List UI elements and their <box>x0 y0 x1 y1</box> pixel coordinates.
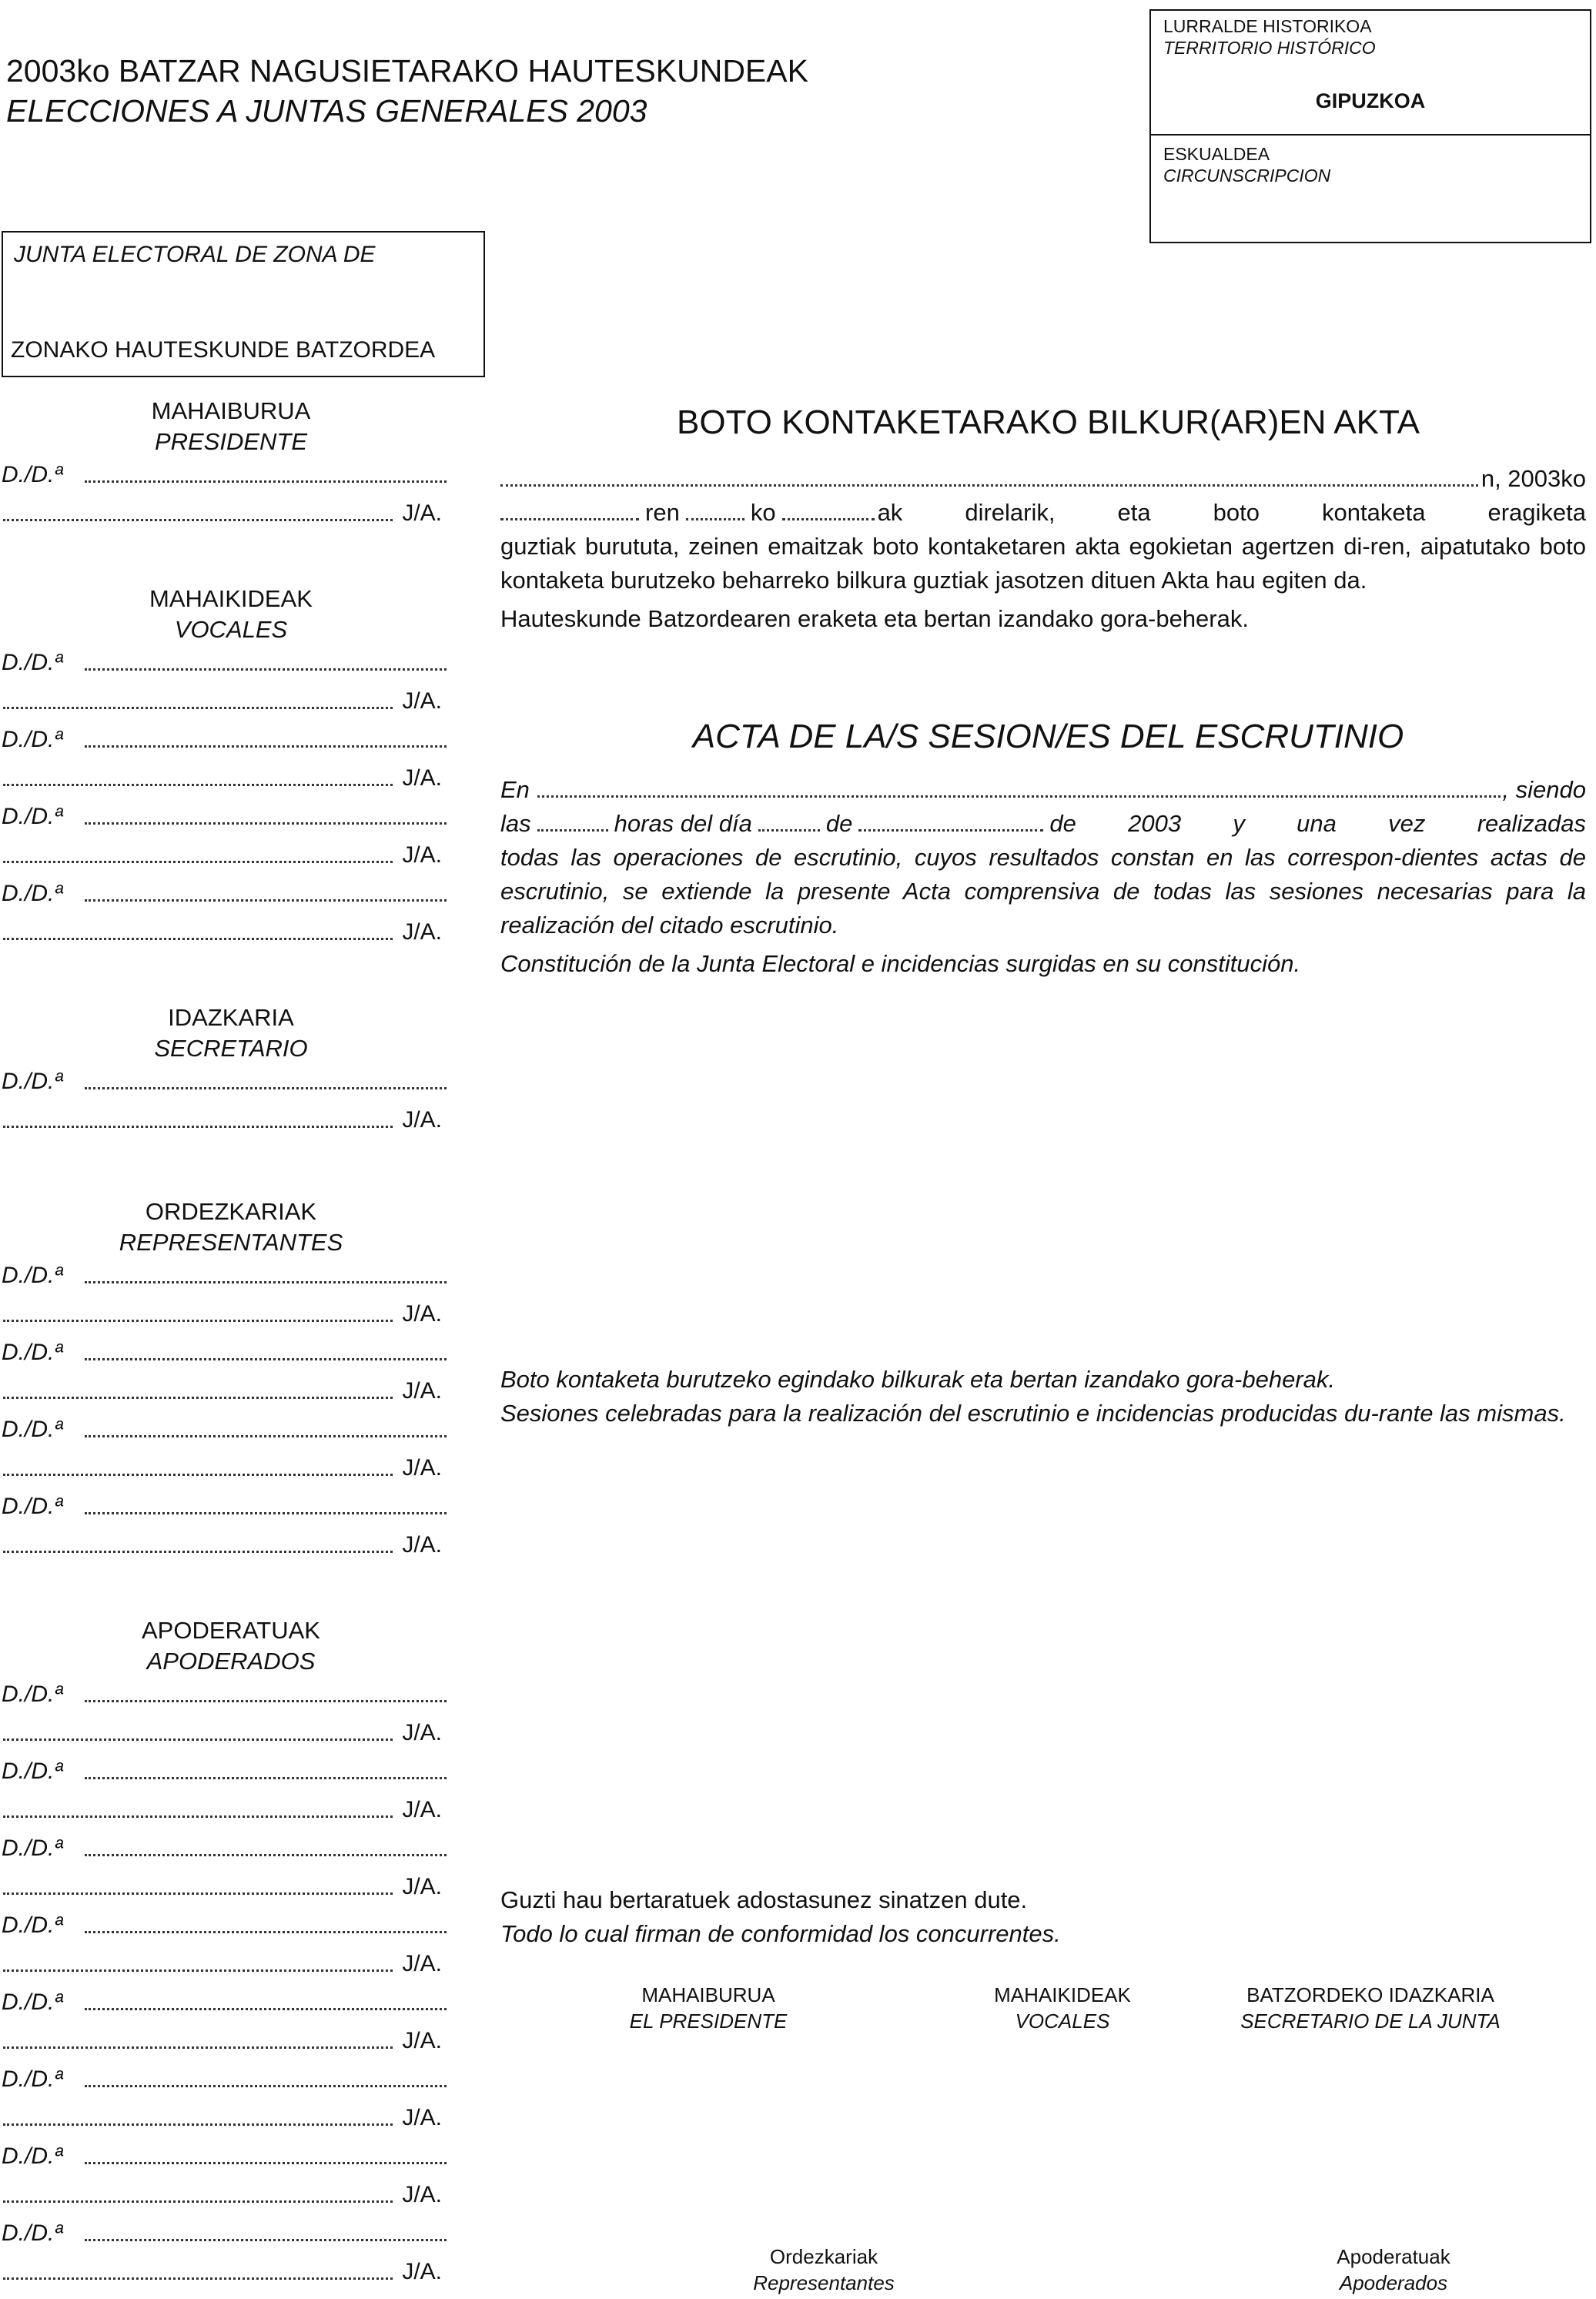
section-title-es: VOCALES <box>174 616 288 643</box>
signature-dotted-line[interactable] <box>3 2277 393 2280</box>
name-dotted-line[interactable] <box>85 2162 447 2164</box>
zone-label-es: JUNTA ELECTORAL DE ZONA DE <box>14 242 376 267</box>
ja-label: J/A. <box>402 2182 442 2207</box>
name-field-row[interactable] <box>0 1985 447 2020</box>
dd-label: D./D.ª <box>2 1263 63 1288</box>
signature-field-row[interactable] <box>0 496 447 531</box>
dd-label: D./D.ª <box>2 1069 63 1094</box>
section-title-eu: APODERATUAK <box>142 1617 320 1644</box>
name-field-row[interactable] <box>0 2139 447 2174</box>
sig-representatives-eu: Ordezkariak <box>769 2245 878 2268</box>
dd-label: D./D.ª <box>2 881 63 906</box>
name-dotted-line[interactable] <box>85 1087 447 1089</box>
dd-label: D./D.ª <box>2 2220 63 2246</box>
zone-box <box>2 231 485 377</box>
signature-dotted-line[interactable] <box>3 707 393 709</box>
signature-field-row[interactable] <box>0 1715 447 1751</box>
signature-dotted-line[interactable] <box>3 1474 393 1476</box>
circumscription-label-es: CIRCUNSCRIPCION <box>1163 166 1331 186</box>
signature-representatives <box>708 2244 939 2296</box>
section-title-eu: MAHAIBURUA <box>151 397 311 424</box>
name-dotted-line[interactable] <box>85 2085 447 2087</box>
signature-dotted-line[interactable] <box>3 1320 393 1322</box>
sig-secretary-es: SECRETARIO DE LA JUNTA <box>1240 2010 1501 2033</box>
ja-label: J/A. <box>402 500 442 526</box>
sessions-es: Sesiones celebradas para la realización del escrutinio e incidencias producidas du-rante las mismas. <box>500 1400 1566 1427</box>
word-horas: horas del día <box>614 810 752 837</box>
signature-dotted-line[interactable] <box>3 1126 393 1128</box>
ja-label: J/A. <box>402 688 442 714</box>
name-dotted-line[interactable] <box>85 1931 447 1933</box>
ja-label: J/A. <box>402 1951 442 1976</box>
left-section-heading <box>0 396 462 457</box>
day-fill[interactable] <box>500 501 639 520</box>
name-dotted-line[interactable] <box>85 1854 447 1856</box>
dd-label: D./D.ª <box>2 1494 63 1519</box>
ja-label: J/A. <box>402 1720 442 1745</box>
header-title-es: ELECCIONES A JUNTAS GENERALES 2003 <box>6 93 647 129</box>
left-section-heading <box>0 1615 462 1677</box>
name-field-row[interactable] <box>0 2216 447 2251</box>
name-dotted-line[interactable] <box>85 480 447 483</box>
ja-label: J/A. <box>402 1301 442 1327</box>
closing-eu: Guzti hau bertaratuek adostasunez sinatzen dute. <box>500 1886 1028 1913</box>
left-section-heading <box>0 584 462 645</box>
territory-value: GIPUZKOA <box>1315 89 1426 112</box>
sessions-eu: Boto kontaketa burutzeko egindako bilkurak eta bertan izandako gora-beherak. <box>500 1366 1335 1393</box>
sig-vocales-es: VOCALES <box>1015 2010 1110 2033</box>
dd-label: D./D.ª <box>2 1989 63 2015</box>
signature-dotted-line[interactable] <box>3 2200 393 2203</box>
sig-president-es: EL PRESIDENTE <box>629 2010 788 2033</box>
territory-label-es: TERRITORIO HISTÓRICO <box>1163 38 1376 58</box>
act-line-2 <box>500 496 1586 530</box>
name-field-row[interactable] <box>0 1908 447 1943</box>
name-dotted-line[interactable] <box>85 822 447 825</box>
ja-label: J/A. <box>402 1797 442 1822</box>
hour-fill[interactable] <box>782 501 875 520</box>
act-title-eu: BOTO KONTAKETARAKO BILKUR(AR)EN AKTA <box>677 403 1420 441</box>
act-es-line-2 <box>500 807 1586 841</box>
sig-president-eu: MAHAIBURUA <box>641 1983 775 2006</box>
circumscription-label-eu: ESKUALDEA <box>1163 144 1270 164</box>
sig-apoderados-eu: Apoderatuak <box>1337 2245 1450 2268</box>
ja-label: J/A. <box>402 1532 442 1558</box>
word-de: de <box>825 810 853 837</box>
section-title-eu: IDAZKARIA <box>168 1004 294 1031</box>
name-dotted-line[interactable] <box>85 1777 447 1779</box>
line2-rest: ak direlarik, eta boto kontaketa eragiketa <box>877 499 1586 526</box>
signature-field-row[interactable] <box>0 1451 447 1486</box>
act-rest-eu: guztiak burututa, zeinen emaitzak boto kontaketaren akta egokietan agertzen di-ren, aipatutako boto kontaketa burutzeko beharreko bilkura guztiak jasotzen dituen Akta hau egiten da. <box>500 533 1586 594</box>
name-field-row[interactable] <box>0 1831 447 1866</box>
word-en: En <box>500 776 530 803</box>
name-field-row[interactable] <box>0 1258 447 1293</box>
signature-field-row[interactable] <box>0 1528 447 1563</box>
ja-label: J/A. <box>402 1455 442 1481</box>
signature-president <box>593 1982 824 2034</box>
signature-dotted-line[interactable] <box>3 938 393 940</box>
dd-label: D./D.ª <box>2 1340 63 1365</box>
act-line-1 <box>500 462 1586 496</box>
sig-apoderados-es: Apoderados <box>1339 2271 1448 2294</box>
word-ren: ren <box>645 499 680 526</box>
signature-dotted-line[interactable] <box>3 2046 393 2049</box>
name-field-row[interactable] <box>0 2062 447 2097</box>
ja-label: J/A. <box>402 919 442 945</box>
signature-dotted-line[interactable] <box>3 861 393 863</box>
name-dotted-line[interactable] <box>85 2008 447 2010</box>
month-fill[interactable] <box>686 501 744 520</box>
signature-dotted-line[interactable] <box>3 1738 393 1741</box>
zone-label-eu: ZONAKO HAUTESKUNDE BATZORDEA <box>11 337 436 363</box>
ja-label: J/A. <box>402 1378 442 1404</box>
ja-label: J/A. <box>402 2105 442 2130</box>
signature-vocales <box>947 1982 1178 2034</box>
name-field-row[interactable] <box>0 645 447 681</box>
dd-label: D./D.ª <box>2 2066 63 2092</box>
signature-dotted-line[interactable] <box>3 1397 393 1399</box>
place-fill[interactable] <box>500 467 1478 487</box>
dd-label: D./D.ª <box>2 462 63 487</box>
signature-dotted-line[interactable] <box>3 2123 393 2126</box>
name-field-row[interactable] <box>0 1064 447 1099</box>
name-dotted-line[interactable] <box>85 899 447 902</box>
act-body-eu <box>500 462 1586 636</box>
signature-dotted-line[interactable] <box>3 1892 393 1895</box>
name-dotted-line[interactable] <box>85 1700 447 1702</box>
closing-es: Todo lo cual firman de conformidad los concurrentes. <box>500 1920 1061 1947</box>
signature-field-row[interactable] <box>0 2177 447 2213</box>
section-title-eu: ORDEZKARIAK <box>145 1198 317 1225</box>
signature-dotted-line[interactable] <box>3 1551 393 1553</box>
section-title-es: APODERADOS <box>146 1648 316 1675</box>
word-las: las <box>500 810 531 837</box>
dd-label: D./D.ª <box>2 1912 63 1938</box>
name-dotted-line[interactable] <box>85 1281 447 1283</box>
section-title-es: SECRETARIO <box>154 1035 308 1062</box>
sig-secretary-eu: BATZORDEKO IDAZKARIA <box>1246 1983 1494 2006</box>
year-suffix: n, 2003ko <box>1481 465 1586 492</box>
signature-field-row[interactable] <box>0 2023 447 2059</box>
ja-label: J/A. <box>402 2028 442 2053</box>
dd-label: D./D.ª <box>2 650 63 675</box>
signature-field-row[interactable] <box>0 838 447 873</box>
signature-dotted-line[interactable] <box>3 784 393 786</box>
dd-label: D./D.ª <box>2 1682 63 1707</box>
signature-apoderados <box>1278 2244 1509 2296</box>
document-header <box>6 51 808 131</box>
left-section-heading <box>0 1002 462 1064</box>
act-rest-es: todas las operaciones de escrutinio, cuyos resultados constan en las correspon-dientes actas de escrutinio, se extiende la presente Acta comprensiva de todas las sesiones necesarias para la realización del citado escrutinio. <box>500 844 1586 939</box>
ja-label: J/A. <box>402 2259 442 2284</box>
signature-field-row[interactable] <box>0 1869 447 1905</box>
ja-label: J/A. <box>402 842 442 868</box>
territory-row <box>1151 11 1590 136</box>
constitution-eu: Hauteskunde Batzordearen eraketa eta bertan izandako gora-beherak. <box>500 605 1249 632</box>
name-field-row[interactable] <box>0 457 447 493</box>
ja-label: J/A. <box>402 1107 442 1133</box>
constitution-es: Constitución de la Junta Electoral e incidencias surgidas en su constitución. <box>500 950 1301 977</box>
sig-representatives-es: Representantes <box>753 2271 895 2294</box>
name-field-row[interactable] <box>0 1677 447 1712</box>
hours-fill-es[interactable] <box>537 812 608 832</box>
signature-field-row[interactable] <box>0 684 447 719</box>
header-title-eu: 2003ko BATZAR NAGUSIETARAKO HAUTESKUNDEAK <box>6 53 808 89</box>
name-field-row[interactable] <box>0 1335 447 1370</box>
act-es-line-1 <box>500 773 1586 807</box>
word-ko: ko <box>750 499 776 526</box>
day-fill-es[interactable] <box>758 812 820 832</box>
dd-label: D./D.ª <box>2 1836 63 1861</box>
word-siendo: , siendo <box>1502 776 1586 803</box>
territory-box <box>1149 9 1591 243</box>
name-dotted-line[interactable] <box>85 1358 447 1360</box>
act-body-es <box>500 773 1586 981</box>
name-field-row[interactable] <box>0 876 447 912</box>
signature-field-row[interactable] <box>0 1792 447 1828</box>
signature-field-row[interactable] <box>0 2100 447 2136</box>
name-dotted-line[interactable] <box>85 745 447 748</box>
section-title-eu: MAHAIKIDEAK <box>149 585 313 612</box>
word-de-2003: de 2003 y una vez realizadas <box>1049 810 1586 837</box>
left-section-heading <box>0 1196 462 1258</box>
signature-field-row[interactable] <box>0 1946 447 1982</box>
month-fill-es[interactable] <box>858 812 1043 832</box>
ja-label: J/A. <box>402 765 442 791</box>
name-dotted-line[interactable] <box>85 1512 447 1514</box>
place-fill-es[interactable] <box>537 778 1501 798</box>
name-field-row[interactable] <box>0 722 447 758</box>
signature-field-row[interactable] <box>0 1374 447 1409</box>
territory-label-eu: LURRALDE HISTORIKOA <box>1163 16 1372 36</box>
closing-section <box>500 1883 1586 1951</box>
name-dotted-line[interactable] <box>85 2239 447 2241</box>
name-dotted-line[interactable] <box>85 668 447 671</box>
sessions-section <box>500 1363 1586 1431</box>
sig-vocales-eu: MAHAIKIDEAK <box>994 1983 1131 2006</box>
signature-field-row[interactable] <box>0 1297 447 1332</box>
dd-label: D./D.ª <box>2 2143 63 2169</box>
name-field-row[interactable] <box>0 1754 447 1789</box>
name-field-row[interactable] <box>0 799 447 835</box>
name-field-row[interactable] <box>0 1489 447 1524</box>
act-title-es: ACTA DE LA/S SESION/ES DEL ESCRUTINIO <box>692 718 1404 755</box>
name-field-row[interactable] <box>0 1412 447 1447</box>
signature-dotted-line[interactable] <box>3 1815 393 1818</box>
dd-label: D./D.ª <box>2 1759 63 1784</box>
dd-label: D./D.ª <box>2 727 63 752</box>
signature-dotted-line[interactable] <box>3 519 393 521</box>
signature-field-row[interactable] <box>0 915 447 950</box>
signature-field-row[interactable] <box>0 761 447 796</box>
signature-secretary <box>1201 1982 1540 2034</box>
signature-field-row[interactable] <box>0 1103 447 1138</box>
section-title-es: PRESIDENTE <box>154 428 308 455</box>
dd-label: D./D.ª <box>2 804 63 829</box>
name-dotted-line[interactable] <box>85 1435 447 1437</box>
signature-field-row[interactable] <box>0 2254 447 2290</box>
section-title-es: REPRESENTANTES <box>119 1229 343 1256</box>
ja-label: J/A. <box>402 1874 442 1899</box>
signature-dotted-line[interactable] <box>3 1969 393 1972</box>
dd-label: D./D.ª <box>2 1417 63 1442</box>
